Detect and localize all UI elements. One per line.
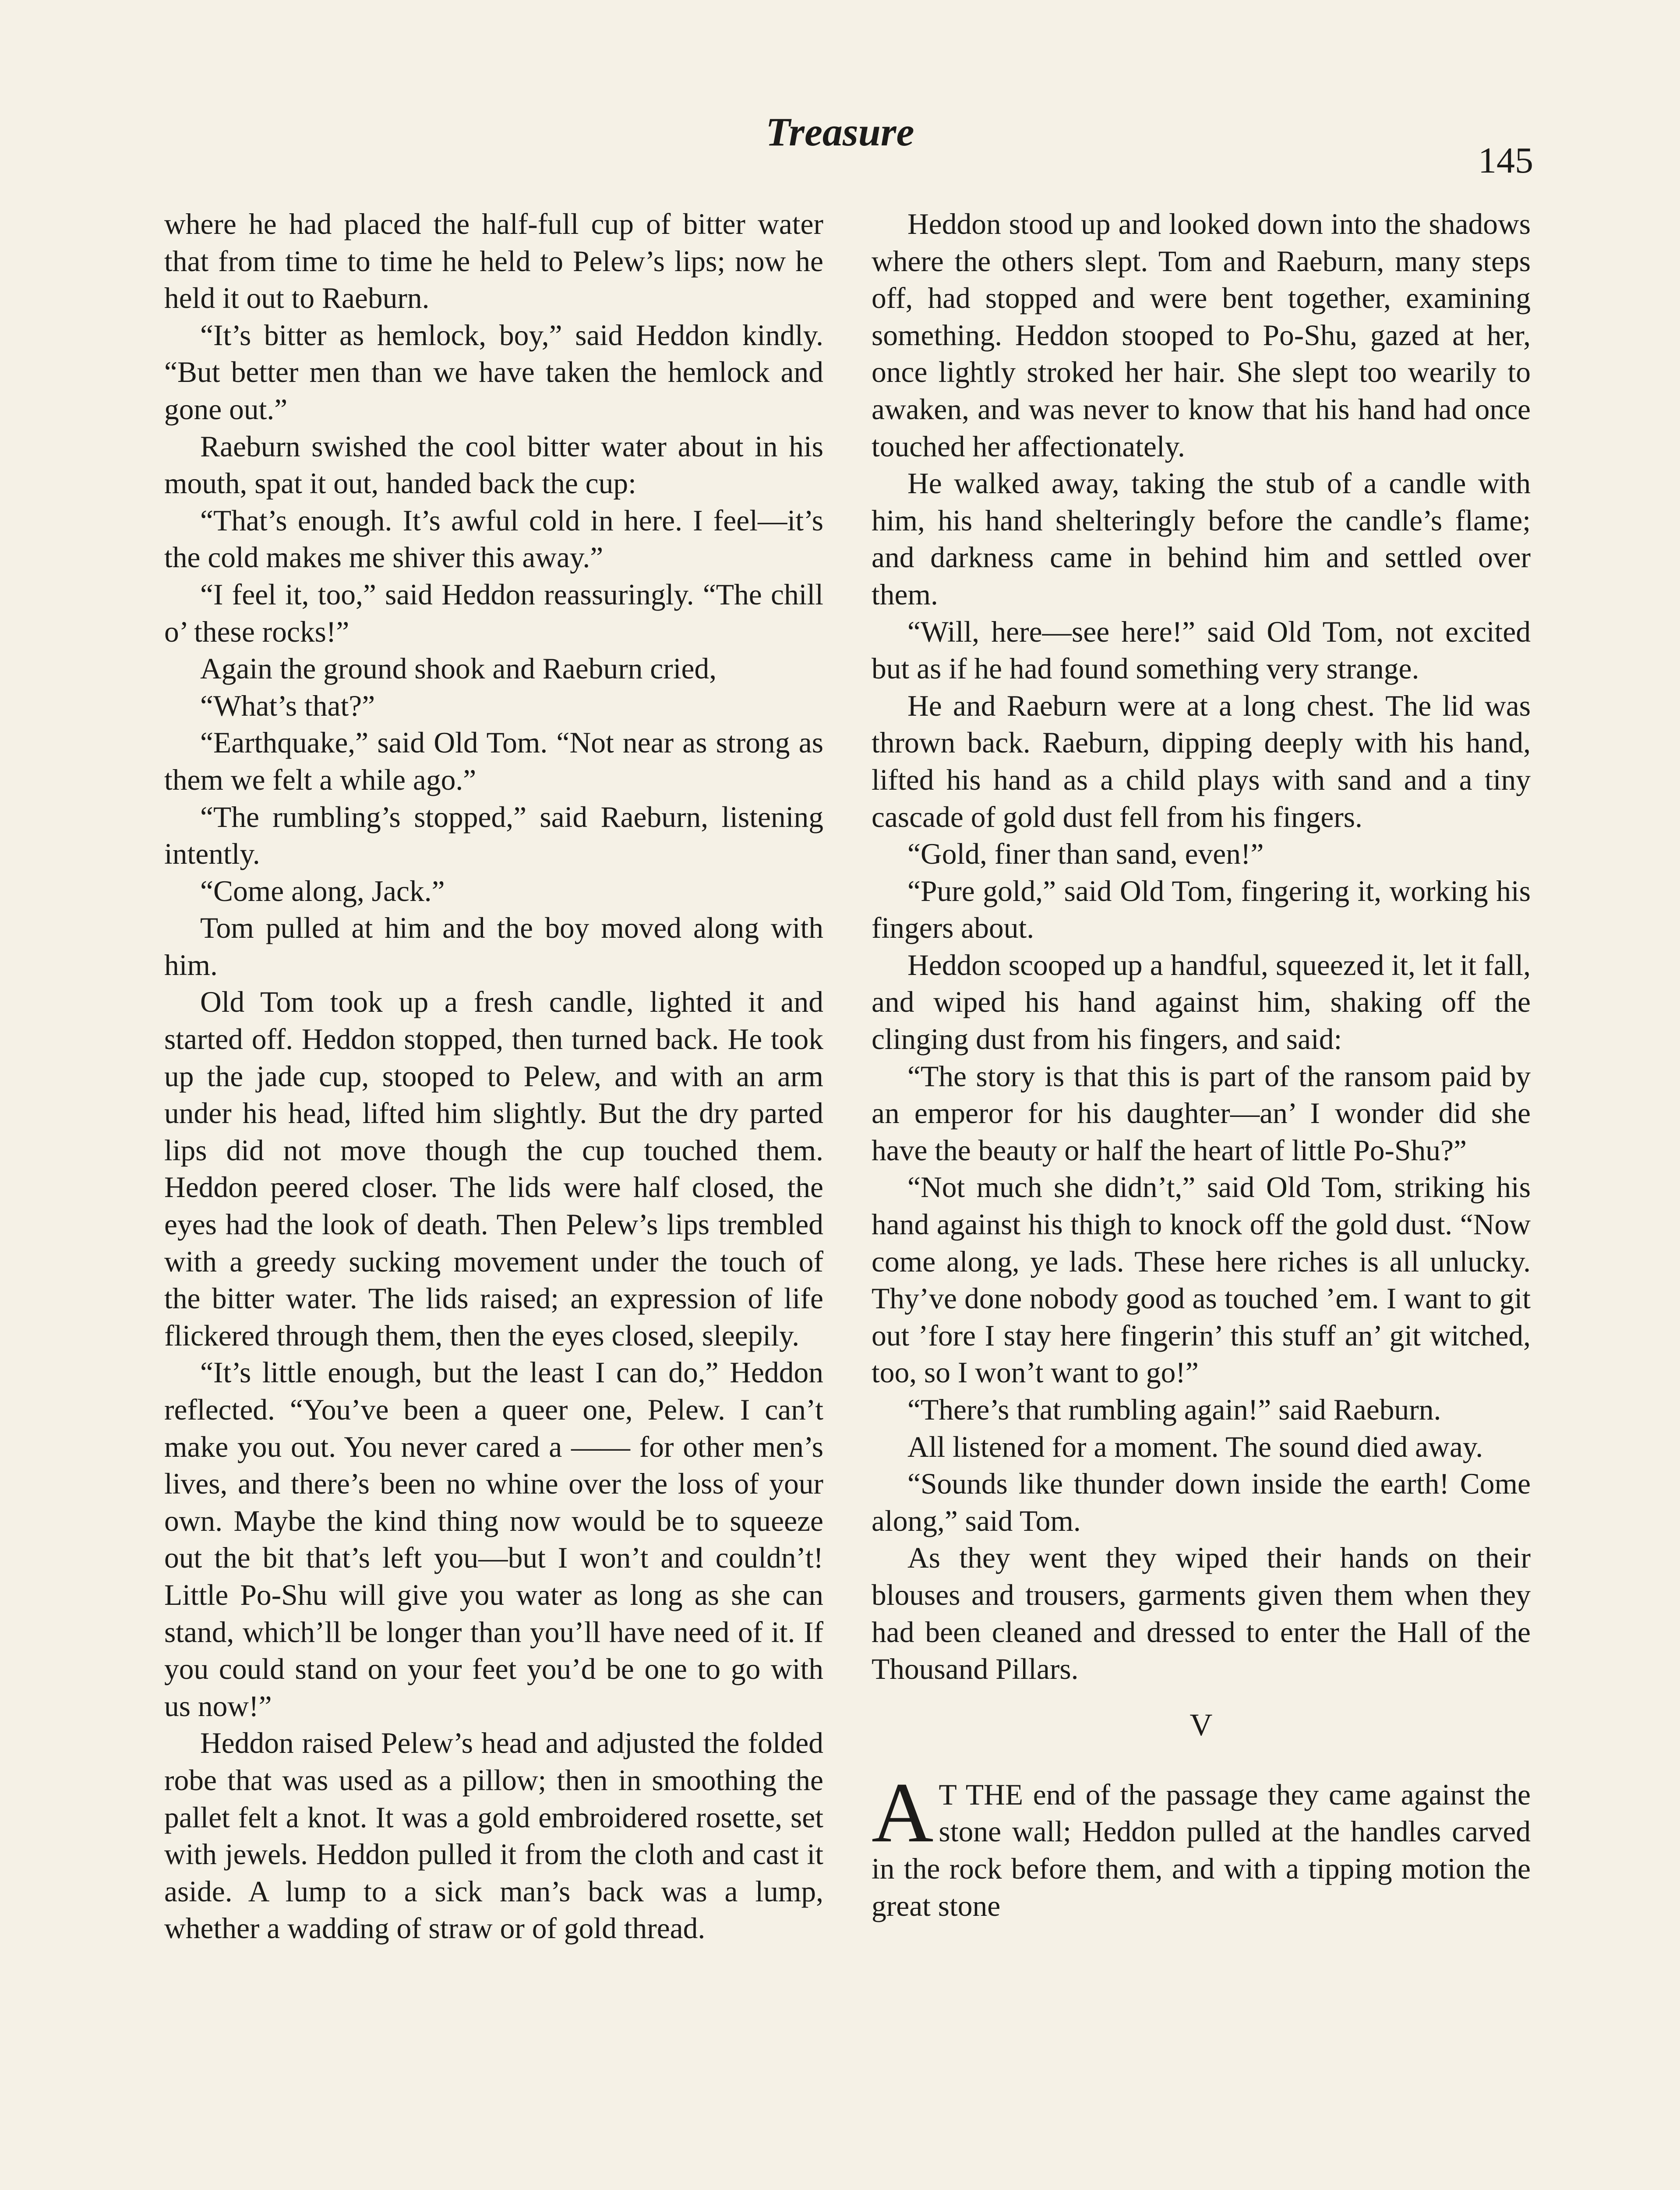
paragraph: “Gold, finer than sand, even!” — [907, 837, 1264, 871]
paragraph: “What’s that?” — [200, 689, 375, 722]
running-title: Treasure — [766, 110, 914, 154]
page-number: 145 — [1478, 140, 1533, 181]
paragraph: He walked away, taking the stub of a candle with him, his hand shelteringly before the candle’s flame; and darkness came in behind him and settled over them. — [872, 467, 1531, 611]
paragraph: “Will, here—see here!” said Old Tom, not excited but as if he had found something very strange. — [872, 615, 1531, 685]
paragraph: “Earthquake,” said Old Tom. “Not near as strong as them we felt a while ago.” — [164, 726, 823, 796]
paragraph: All listened for a moment. The sound died away. — [907, 1430, 1483, 1463]
paragraph: As they went they wiped their hands on their blouses and trousers, garments given them when they had been cleaned and dressed to enter the Hall of the Thousand Pillars. — [872, 1541, 1531, 1686]
paragraph: “Come along, Jack.” — [200, 874, 445, 908]
paragraph: “There’s that rumbling again!” said Raeburn. — [907, 1393, 1441, 1426]
paragraph: “The story is that this is part of the ransom paid by an emperor for his daughter—an’ I wonder did she have the beauty or half the heart of little Po-Shu?” — [872, 1060, 1531, 1167]
paragraph: “Pure gold,” said Old Tom, fingering it, working his fingers about. — [872, 874, 1531, 945]
section-heading: V — [1189, 1707, 1213, 1742]
paragraph: Raeburn swished the cool bitter water about in his mouth, spat it out, handed back the cup: — [164, 430, 823, 500]
paragraph: “I feel it, too,” said Heddon reassuringly. “The chill o’ these rocks!” — [164, 578, 823, 648]
paragraph: Heddon scooped up a handful, squeezed it, let it fall, and wiped his hand against him, shaking off the clinging dust from his fingers, and said: — [872, 948, 1531, 1056]
section-opening-text: T THE end of the passage they came against the stone wall; Heddon pulled at the handles carved in the rock before them, and with a tipping motion the great stone — [872, 1778, 1531, 1922]
paragraph: Again the ground shook and Raeburn cried, — [200, 652, 717, 685]
right-column — [872, 206, 1531, 1925]
paragraph: “That’s enough. It’s awful cold in here. I feel—it’s the cold makes me shiver this away.” — [164, 504, 823, 574]
paragraph: Old Tom took up a fresh candle, lighted it and started off. Heddon stopped, then turned back. He took up the jade cup, stooped to Pelew, and with an arm under his head, lifted him slightly. But the dry parted lips did not move though the cup touched them. Heddon peered closer. The lids were half closed, the eyes had the look of death. Then Pelew’s lips trembled with a greedy sucking movement under the touch of the bitter water. The lids raised; an expression of life flickered through them, then the eyes closed, sleepily. — [164, 986, 823, 1352]
drop-cap: A — [872, 1765, 934, 1860]
paragraph: “It’s little enough, but the least I can do,” Heddon reflected. “You’ve been a queer one, Pelew. I can’t make you out. You never cared a —— for other men’s lives, and there’s been no whine over the loss of your own. Maybe the kind thing now would be to squeeze out the bit that’s left you—but I won’t and couldn’t! Little Po-Shu will give you water as long as she can stand, which’ll be longer than you’ll have need of it. If you could stand on your feet you’d be one to go with us now!” — [164, 1356, 823, 1723]
section-opening-paragraph — [872, 1765, 1531, 1925]
paragraph: “Sounds like thunder down inside the earth! Come along,” said Tom. — [872, 1467, 1531, 1537]
paragraph: “Not much she didn’t,” said Old Tom, striking his hand against his thigh to knock off the gold dust. “Now come along, ye lads. These here riches is all unlucky. Thy’ve done nobody good as touched ’em. I want to git out ’fore I stay here fingerin’ this stuff an’ git witched, too, so I won’t want to go!” — [872, 1171, 1531, 1389]
paragraph: Heddon stood up and looked down into the shadows where the others slept. Tom and Raeburn, many steps off, had stopped and were bent together, examining something. Heddon stooped to Po-Shu, gazed at her, once lightly stroked her hair. She slept too wearily to awaken, and was never to know that his hand had once touched her affectionately. — [872, 208, 1531, 463]
paragraph: Tom pulled at him and the boy moved along with him. — [164, 911, 823, 982]
paragraph: where he had placed the half-full cup of bitter water that from time to time he held to Pelew’s lips; now he held it out to Raeburn. — [164, 208, 823, 315]
paragraph: “It’s bitter as hemlock, boy,” said Heddon kindly. “But better men than we have taken the hemlock and gone out.” — [164, 318, 823, 426]
left-column — [164, 206, 823, 1947]
paragraph: “The rumbling’s stopped,” said Raeburn, listening intently. — [164, 800, 823, 871]
paragraph: Heddon raised Pelew’s head and adjusted the folded robe that was used as a pillow; then in smoothing the pallet felt a knot. It was a gold embroidered rosette, set with jewels. Heddon pulled it from the cloth and cast it aside. A lump to a sick man’s back was a lump, whether a wadding of straw or of gold thread. — [164, 1727, 823, 1945]
paragraph: He and Raeburn were at a long chest. The lid was thrown back. Raeburn, dipping deeply with his hand, lifted his hand as a child plays with sand and a tiny cascade of gold dust fell from his fingers. — [872, 689, 1531, 834]
